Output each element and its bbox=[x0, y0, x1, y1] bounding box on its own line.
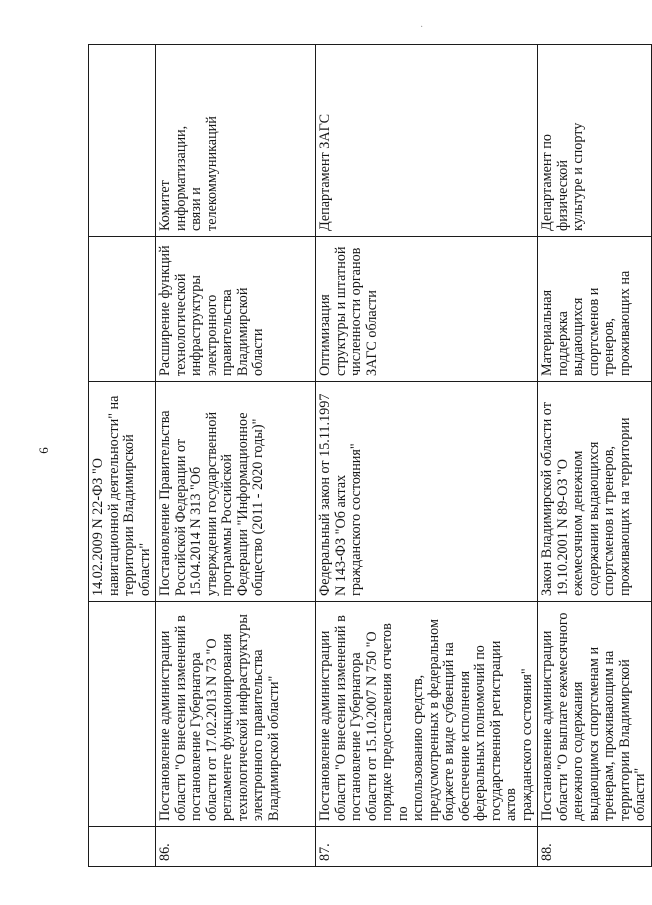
department-cell: Департамент ЗАГС bbox=[316, 45, 538, 237]
legal-act-cell: Постановление администрации области "О внесении изменений в постановление Губернатора области от 15.10.2007 N 750 "О порядке предоставления отчетов по использованию средств, предусмотренных в федеральном бюджете в виде субвенций на обеспечение исполнения федеральных полномочий по государственной регистрации актов гражданского состояния" bbox=[316, 602, 538, 827]
purpose-cell: Расширение функций технологической инфраструктуры электронного правительства Владимирской области bbox=[156, 237, 316, 382]
table-row bbox=[316, 45, 538, 867]
row-number-cell: 87. bbox=[316, 827, 538, 867]
department-cell: Департамент по физической культуре и спорту bbox=[538, 45, 652, 237]
basis-law-cell: Закон Владимирской области от 19.10.2001 N 89-ОЗ "О ежемесячном денежном содержании выдающихся спортсменов и тренеров, проживающих на территории bbox=[538, 382, 652, 602]
department-cell: Комитет информатизации, связи и телекоммуникаций bbox=[156, 45, 316, 237]
row-number-cell: 88. bbox=[538, 827, 652, 867]
regulations-table bbox=[88, 44, 652, 867]
legal-act-cell bbox=[89, 602, 156, 827]
rotated-table-wrapper bbox=[88, 45, 648, 867]
purpose-cell bbox=[89, 237, 156, 382]
page-number: 6 bbox=[35, 447, 51, 454]
table-row bbox=[538, 45, 652, 867]
row-number-cell bbox=[89, 827, 156, 867]
table-row bbox=[89, 45, 156, 867]
department-cell bbox=[89, 45, 156, 237]
legal-act-cell: Постановление администрации области "О выплате ежемесячного денежного содержания выдающимся спортсменам и тренерам, проживающим на территории Владимирской области" bbox=[538, 602, 652, 827]
purpose-cell: Оптимизация структуры и штатной численности органов ЗАГС области bbox=[316, 237, 538, 382]
basis-law-cell: 14.02.2009 N 22-ФЗ "О навигационной деятельности" на территории Владимирской области" bbox=[89, 382, 156, 602]
legal-act-cell: Постановление администрации области "О внесении изменений в постановление Губернатора области от 17.02.2013 N 73 "О регламенте функционирования технологической инфраструктуры электронного правительства Владимирской области" bbox=[156, 602, 316, 827]
row-number-cell: 86. bbox=[156, 827, 316, 867]
table-row bbox=[156, 45, 316, 867]
scan-dot-mark: · bbox=[420, 22, 424, 33]
basis-law-cell: Постановление Правительства Российской Федерации от 15.04.2014 N 313 "Об утверждении государственной программы Российской Федерации "Информационное общество (2011 - 2020 годы)" bbox=[156, 382, 316, 602]
basis-law-cell: Федеральный закон от 15.11.1997 N 143-ФЗ "Об актах гражданского состояния" bbox=[316, 382, 538, 602]
purpose-cell: Материальная поддержка выдающихся спортсменов и тренеров, проживающих на bbox=[538, 237, 652, 382]
